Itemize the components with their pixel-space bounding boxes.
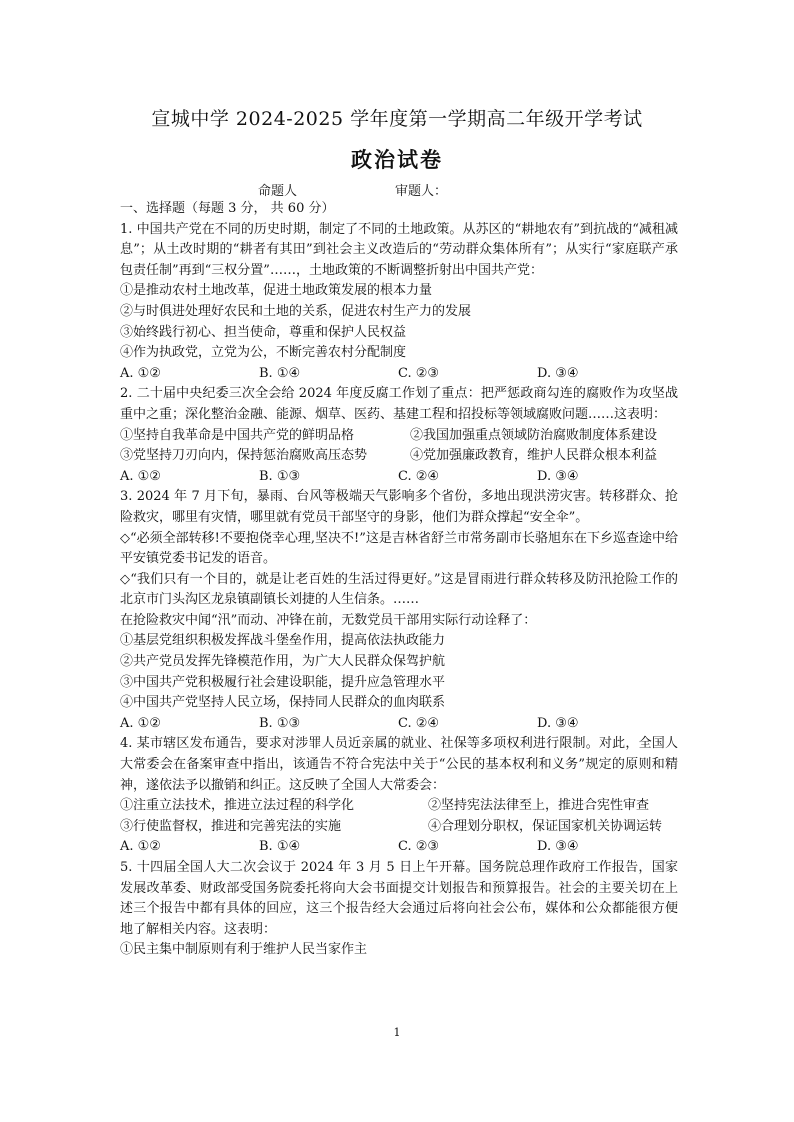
q2-statement-2: ②我国加强重点领域防治腐败制度体系建设 xyxy=(410,427,658,443)
q3-option-d: D. ③④ xyxy=(537,715,579,731)
q4-option-b: B. ①④ xyxy=(259,839,301,855)
q4-option-c: C. ②③ xyxy=(398,839,440,855)
q3-question: 在抢险救灾中闻“汛”而动、冲锋在前，无数党员干部用实际行动诠释了： xyxy=(120,612,537,628)
exam-subject-title: 政治试卷 xyxy=(351,147,443,172)
q4-option-d: D. ③④ xyxy=(537,839,579,855)
q2-statement-row-2 xyxy=(120,446,678,467)
question-3-stem: 3. 2024 年 7 月下旬，暴雨、台风等极端天气影响多个省份，多地出现洪涝灾害。转移群众、抢险救灾，哪里有灾情，哪里就有党员干部坚守的身影，他们为群众撑起“安全伞”。 xyxy=(120,489,678,525)
q3-option-a: A. ①② xyxy=(120,715,161,731)
q2-option-c: C. ②④ xyxy=(398,468,440,484)
q4-option-a: A. ①② xyxy=(120,839,161,855)
q3-statement-4: ④中国共产党坚持人民立场，保持同人民群众的血肉联系 xyxy=(120,695,446,711)
q3-material-1: ◇“必须全部转移!不要抱侥幸心理,坚决不!”这是吉林省舒兰市常务副市长骆旭东在下乡巡查途中给平安镇党委书记发的语音。 xyxy=(120,530,678,567)
q1-statement-1: ①是推动农村土地改革，促进土地政策发展的根本力量 xyxy=(120,283,433,299)
q3-material-2: ◇“我们只有一个目的，就是让老百姓的生活过得更好。”这是冒雨进行群众转移及防汛抢险工作的北京市门头沟区龙泉镇副镇长刘捷的人生信条。…… xyxy=(120,571,678,608)
q3-option-b: B. ①③ xyxy=(259,715,301,731)
q4-statement-row-2 xyxy=(120,817,678,838)
q4-options xyxy=(120,837,678,858)
question-2-stem: 2. 二十届中央纪委三次全会给 2024 年度反腐工作划了重点：把严惩政商勾连的腐败作为攻坚战重中之重；深化整治金融、能源、烟草、医药、基建工程和招投标等领域腐败问题……这表明： xyxy=(120,386,678,422)
author-label: 命题人 xyxy=(258,184,298,199)
q1-option-c: C. ②③ xyxy=(398,365,440,381)
q4-statement-1: ①注重立法技术，推进立法过程的科学化 xyxy=(120,798,355,814)
reviewer-label: 审题人： xyxy=(395,184,448,199)
q4-statement-row-1 xyxy=(120,796,678,817)
q1-option-d: D. ③④ xyxy=(537,365,579,381)
q4-statement-3: ③行使监督权，推进和完善宪法的实施 xyxy=(120,818,342,834)
author-line xyxy=(258,180,518,198)
q2-statement-4: ④党加强廉政教育，维护人民群众根本利益 xyxy=(410,448,658,464)
section-heading: 一、选择题（每题 3 分， 共 60 分） xyxy=(120,201,335,216)
q2-option-a: A. ①② xyxy=(120,468,161,484)
q3-statement-2: ②共产党员发挥先锋模范作用，为广大人民群众保驾护航 xyxy=(120,654,446,670)
page-number: 1 xyxy=(393,1026,401,1039)
q1-option-a: A. ①② xyxy=(120,365,161,381)
q2-statement-1: ①坚持自我革命是中国共产党的鲜明品格 xyxy=(120,427,355,443)
q5-statement-1: ①民主集中制原则有利于维护人民当家作主 xyxy=(120,942,368,958)
q4-statement-4: ④合理划分职权，保证国家机关协调运转 xyxy=(428,818,663,834)
q2-options xyxy=(120,467,678,488)
q1-statement-3: ③始终践行初心、担当使命，尊重和保护人民权益 xyxy=(120,324,407,340)
q2-statement-3: ③党坚持刀刃向内，保持惩治腐败高压态势 xyxy=(120,448,368,464)
q3-option-c: C. ②④ xyxy=(398,715,440,731)
q1-statement-2: ②与时俱进处理好农民和土地的关系，促进农村生产力的发展 xyxy=(120,303,472,319)
q2-option-b: B. ①③ xyxy=(259,468,301,484)
q1-option-b: B. ①④ xyxy=(259,365,301,381)
q1-statement-4: ④作为执政党，立党为公，不断完善农村分配制度 xyxy=(120,345,407,361)
q2-option-d: D. ③④ xyxy=(537,468,579,484)
q3-statement-3: ③中国共产党积极履行社会建设职能，提升应急管理水平 xyxy=(120,674,446,690)
q1-options xyxy=(120,364,678,385)
exam-content xyxy=(120,199,678,961)
q3-options xyxy=(120,714,678,735)
question-5-stem: 5. 十四届全国人大二次会议于 2024 年 3 月 5 日上午开幕。国务院总理作政府工作报告，国家发展改革委、财政部受国务院委托将向大会书面提交计划报告和预算报告。社会的主要关切在上述三个报告中都有具体的回应，这三个报告经大会通过后将向社会公布，媒体和公众都能很方便地了解相关内容。这表明： xyxy=(120,860,678,937)
q3-statement-1: ①基层党组织积极发挥战斗堡垒作用，提高依法执政能力 xyxy=(120,633,446,649)
exam-title: 宣城中学 2024-2025 学年度第一学期高二年级开学考试 xyxy=(151,108,643,130)
q4-statement-2: ②坚持宪法法律至上，推进合宪性审查 xyxy=(428,798,650,814)
question-1-stem: 1. 中国共产党在不同的历史时期，制定了不同的土地政策。从苏区的“耕地农有”到抗战的“减租减息”；从土改时期的“耕者有其田”到社会主义改造后的“劳动群众集体所有”；从实行“家庭联产承包责任制”再到“三权分置”……，土地政策的不断调整折射出中国共产党： xyxy=(120,221,678,278)
question-4-stem: 4. 某市辖区发布通告，要求对涉罪人员近亲属的就业、社保等多项权利进行限制。对此，全国人大常委会在备案审查中指出，该通告不符合宪法中关于“公民的基本权利和义务”规定的原则和精神，遂依法予以撤销和纠正。这反映了全国人大常委会： xyxy=(120,736,678,793)
q2-statement-row-1 xyxy=(120,426,678,447)
